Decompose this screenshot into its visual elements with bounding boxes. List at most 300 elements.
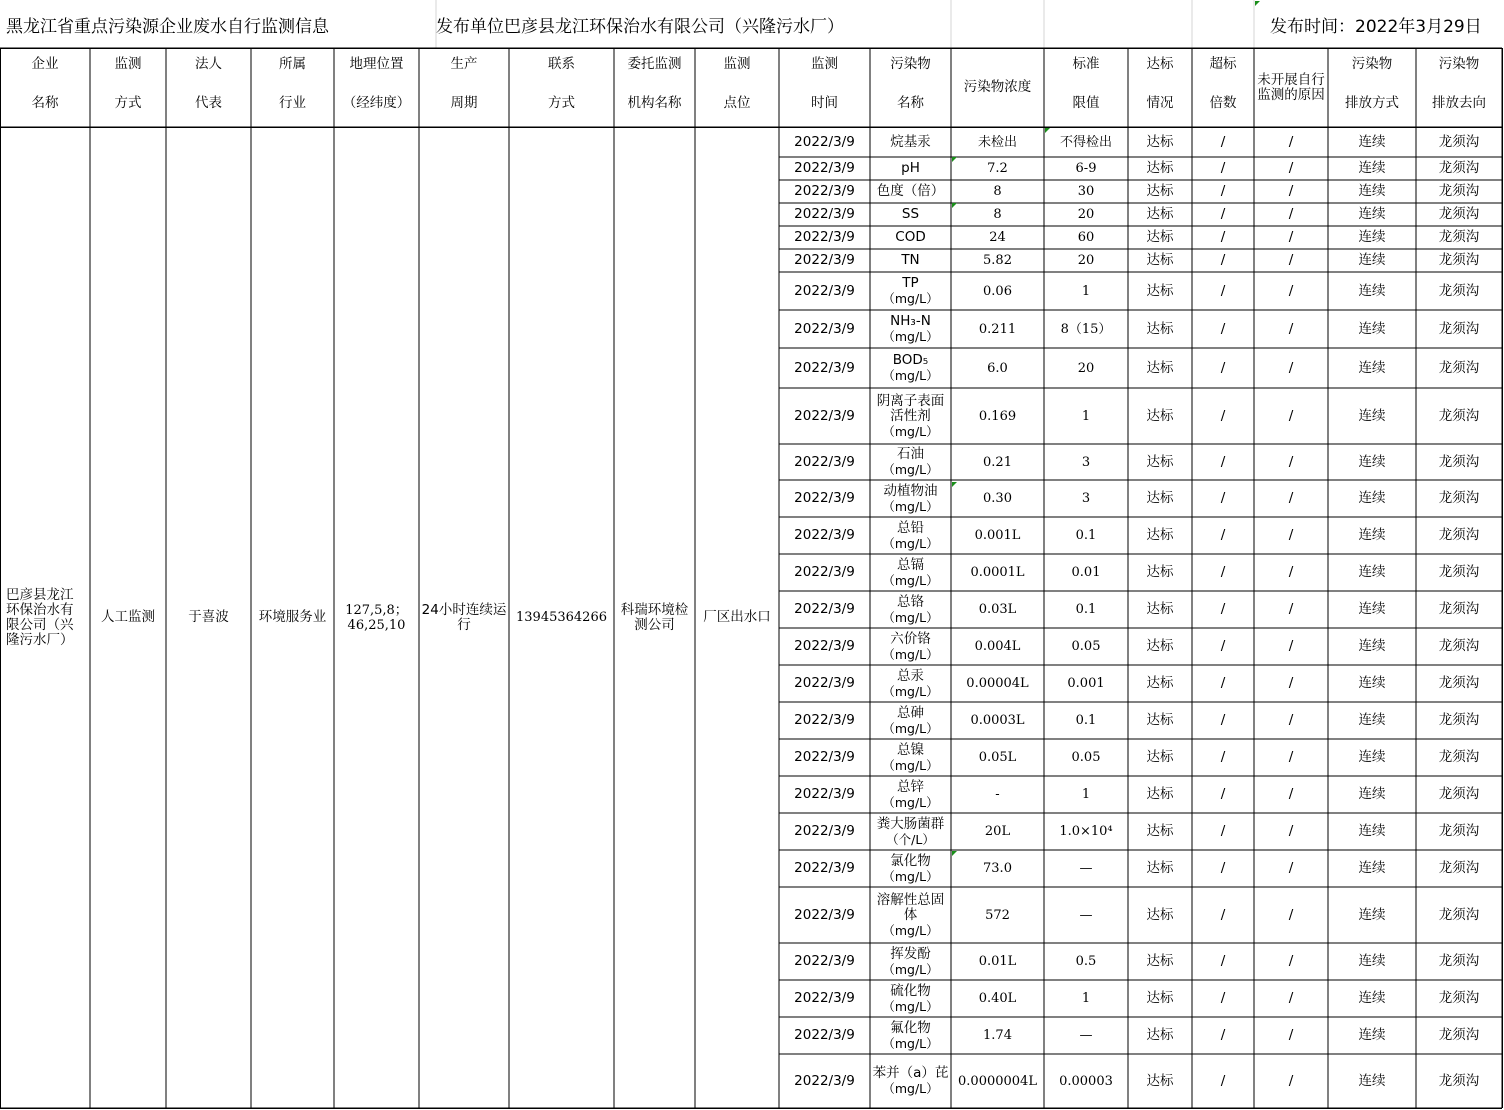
table-cell-dest — [1416, 943, 1502, 980]
cell-text: 2022/3/9 — [794, 133, 855, 150]
table-cell-limit — [1044, 272, 1128, 310]
cell-text: 60 — [1077, 230, 1095, 245]
cell-text: 总锌 — [897, 778, 924, 795]
table-cell-reason — [1254, 127, 1328, 157]
column-header-bottom — [695, 80, 779, 127]
cell-text: 0.169 — [978, 408, 1017, 424]
table-cell-over — [1192, 813, 1254, 850]
cell-text: 2022/3/9 — [794, 282, 855, 299]
cell-text: / — [1288, 990, 1294, 1006]
column-header-top — [90, 48, 166, 80]
cell-text: 连续 — [1358, 823, 1386, 839]
table-cell-dest — [1416, 1017, 1502, 1054]
cell-text: 6-9 — [1075, 161, 1097, 176]
cell-text: / — [1220, 906, 1226, 923]
cell-text: / — [1220, 712, 1226, 728]
cell-text: / — [1288, 1072, 1294, 1089]
cell-text: / — [1288, 749, 1294, 765]
cell-text: / — [1288, 601, 1294, 617]
table-cell-time — [779, 249, 870, 272]
cell-text: / — [1288, 712, 1294, 728]
cell-text: 达标 — [1146, 601, 1174, 617]
cell-text: 0.1 — [1075, 713, 1097, 728]
table-cell-status — [1128, 665, 1192, 702]
table-cell-limit — [1044, 310, 1128, 348]
cell-text: 粪大肠菌群 — [876, 815, 945, 832]
cell-text: 达标 — [1146, 860, 1174, 876]
table-cell-name — [870, 665, 951, 702]
column-header-bottom — [1328, 80, 1416, 127]
table-cell-conc — [951, 887, 1044, 943]
cell-text: 连续 — [1358, 990, 1386, 1006]
cell-text: / — [1288, 675, 1294, 691]
table-cell-mode — [1328, 226, 1416, 249]
cell-text: 2022/3/9 — [794, 160, 855, 176]
table-cell-status — [1128, 310, 1192, 348]
table-cell-mode — [1328, 554, 1416, 591]
cell-text: 硫化物 — [890, 982, 931, 999]
table-cell-conc — [951, 157, 1044, 180]
table-cell-mode — [1328, 517, 1416, 554]
cell-unit: （mg/L） — [882, 757, 939, 773]
cell-unit: （mg/L） — [882, 423, 939, 439]
industry — [251, 127, 334, 1108]
cell-text: / — [1288, 133, 1294, 150]
cell-text: 2022/3/9 — [794, 675, 855, 691]
cell-text: 连续 — [1358, 564, 1386, 580]
table-cell-dest — [1416, 628, 1502, 665]
table-cell-reason — [1254, 1054, 1328, 1108]
cell-text: 2022/3/9 — [794, 638, 855, 654]
cell-comment-marker — [952, 482, 957, 487]
table-cell-mode — [1328, 388, 1416, 444]
table-cell-conc — [951, 591, 1044, 628]
cell-text: 0.01L — [978, 954, 1017, 969]
column-header-label: 污染物 — [1351, 55, 1393, 72]
cell-text: / — [1220, 320, 1226, 337]
table-cell-dest — [1416, 388, 1502, 444]
table-cell-conc — [951, 348, 1044, 388]
table-cell-over — [1192, 1017, 1254, 1054]
cell-text: 2022/3/9 — [794, 990, 855, 1006]
table-cell-status — [1128, 776, 1192, 813]
column-header-label: 达标 — [1146, 55, 1174, 72]
contact-number-value: 13945364266 — [516, 610, 607, 625]
cell-text: / — [1288, 906, 1294, 923]
cell-unit: （mg/L） — [882, 868, 939, 884]
table-cell-time — [779, 1054, 870, 1108]
cell-text: 达标 — [1146, 183, 1174, 199]
cell-unit: （mg/L） — [882, 1035, 939, 1051]
table-cell-time — [779, 180, 870, 203]
cell-unit: （mg/L） — [882, 609, 939, 625]
cell-text: 连续 — [1358, 675, 1386, 691]
table-cell-over — [1192, 388, 1254, 444]
table-cell-time — [779, 517, 870, 554]
legal-representative — [166, 127, 251, 1108]
cell-text: 连续 — [1358, 786, 1386, 802]
cell-text: 2022/3/9 — [794, 953, 855, 969]
cell-text: 2022/3/9 — [794, 906, 855, 923]
table-cell-dest — [1416, 272, 1502, 310]
cell-text: 龙须沟 — [1438, 990, 1480, 1006]
table-cell-mode — [1328, 628, 1416, 665]
cell-text: 烷基汞 — [890, 133, 931, 150]
table-cell-name — [870, 180, 951, 203]
column-header-top — [251, 48, 334, 80]
table-cell-over — [1192, 943, 1254, 980]
cell-text: 阴离子表面活性剂 — [876, 392, 945, 424]
column-header-top — [1328, 48, 1416, 80]
column-header-label: 委托监测 — [627, 55, 682, 72]
cell-text: / — [1288, 638, 1294, 654]
table-cell-reason — [1254, 180, 1328, 203]
cell-text: / — [1288, 320, 1294, 337]
table-cell-name — [870, 517, 951, 554]
cell-text: 不得检出 — [1059, 134, 1112, 150]
table-cell-over — [1192, 249, 1254, 272]
column-header-label: 限值 — [1072, 95, 1100, 111]
cell-text: 2022/3/9 — [794, 601, 855, 617]
table-cell-limit — [1044, 739, 1128, 776]
table-cell-conc — [951, 388, 1044, 444]
table-cell-mode — [1328, 702, 1416, 739]
table-cell-name — [870, 203, 951, 226]
cell-text: / — [1288, 527, 1294, 543]
cell-unit: （mg/L） — [882, 329, 939, 344]
cell-text: 3 — [1081, 491, 1091, 506]
table-cell-reason — [1254, 702, 1328, 739]
table-cell-over — [1192, 554, 1254, 591]
table-cell-dest — [1416, 739, 1502, 776]
monitoring-agency-value: 科瑞环境检测公司 — [620, 601, 689, 633]
table-cell-conc — [951, 628, 1044, 665]
table-cell-limit — [1044, 665, 1128, 702]
cell-unit: （mg/L） — [882, 683, 939, 699]
table-cell-over — [1192, 310, 1254, 348]
cell-text: / — [1220, 1027, 1226, 1043]
column-header-label: 监测 — [114, 55, 142, 72]
table-cell-time — [779, 702, 870, 739]
cell-comment-marker — [952, 157, 957, 162]
cell-text: 0.1 — [1075, 528, 1097, 543]
table-cell-time — [779, 850, 870, 887]
cell-text: / — [1220, 359, 1226, 376]
table-cell-reason — [1254, 554, 1328, 591]
cell-text: / — [1288, 206, 1294, 222]
enterprise-name-value: 巴彦县龙江环保治水有限公司（兴隆污水厂） — [6, 586, 74, 648]
cell-text: 连续 — [1358, 527, 1386, 543]
cell-text: 龙须沟 — [1438, 160, 1480, 176]
table-cell-reason — [1254, 226, 1328, 249]
cell-comment-marker — [952, 851, 957, 856]
cell-text: 2022/3/9 — [794, 1027, 855, 1043]
cell-text: 2022/3/9 — [794, 320, 855, 337]
table-cell-status — [1128, 348, 1192, 388]
cell-text: 龙须沟 — [1438, 407, 1480, 424]
table-cell-name — [870, 310, 951, 348]
table-cell-over — [1192, 591, 1254, 628]
cell-text: 连续 — [1358, 601, 1386, 617]
table-cell-mode — [1328, 444, 1416, 480]
cell-text: pH — [901, 160, 920, 176]
cell-text: 5.82 — [983, 253, 1012, 268]
table-cell-time — [779, 444, 870, 480]
cell-text: / — [1220, 675, 1226, 691]
column-header-label: 倍数 — [1209, 95, 1237, 111]
cell-text: 龙须沟 — [1438, 206, 1480, 222]
column-header-label: （经纬度） — [342, 95, 411, 111]
legal-representative-value: 于喜波 — [188, 609, 229, 625]
column-header-top — [695, 48, 779, 80]
table-cell-status — [1128, 980, 1192, 1017]
table-cell-limit — [1044, 813, 1128, 850]
cell-text: - — [995, 787, 1000, 802]
cell-text: 龙须沟 — [1438, 1072, 1480, 1089]
table-cell-dest — [1416, 480, 1502, 517]
cell-text: 2022/3/9 — [794, 786, 855, 802]
table-cell-status — [1128, 203, 1192, 226]
table-cell-status — [1128, 702, 1192, 739]
cell-text: 达标 — [1146, 229, 1174, 245]
cell-unit: （mg/L） — [882, 794, 939, 810]
cell-text: 0.001L — [974, 528, 1021, 543]
table-cell-time — [779, 739, 870, 776]
cell-text: 达标 — [1146, 990, 1174, 1006]
table-cell-conc — [951, 203, 1044, 226]
cell-text: / — [1220, 601, 1226, 617]
table-cell-name — [870, 628, 951, 665]
table-cell-conc — [951, 1017, 1044, 1054]
table-cell-conc — [951, 554, 1044, 591]
cell-text: / — [1220, 786, 1226, 802]
cell-text: 连续 — [1358, 183, 1386, 199]
cell-text: 达标 — [1146, 407, 1174, 424]
cell-text: 龙须沟 — [1438, 282, 1480, 299]
cell-text: 达标 — [1146, 490, 1174, 506]
table-cell-limit — [1044, 1054, 1128, 1108]
cell-text: 达标 — [1146, 712, 1174, 728]
table-cell-reason — [1254, 665, 1328, 702]
cell-text: 2022/3/9 — [794, 252, 855, 268]
cell-text: TN — [901, 252, 920, 268]
column-header-top — [334, 48, 419, 80]
cell-text: 0.03L — [978, 602, 1017, 617]
table-cell-name — [870, 444, 951, 480]
cell-text: / — [1220, 407, 1226, 424]
cell-text: / — [1220, 133, 1226, 150]
cell-text: 连续 — [1358, 252, 1386, 268]
cell-text: 连续 — [1358, 906, 1386, 923]
table-cell-time — [779, 480, 870, 517]
table-cell-over — [1192, 480, 1254, 517]
table-cell-name — [870, 226, 951, 249]
table-cell-conc — [951, 480, 1044, 517]
table-cell-name — [870, 850, 951, 887]
cell-text: / — [1288, 953, 1294, 969]
table-cell-mode — [1328, 887, 1416, 943]
cell-text: 连续 — [1358, 1027, 1386, 1043]
column-header-label: 名称 — [897, 95, 924, 111]
table-cell-reason — [1254, 739, 1328, 776]
cell-text: / — [1220, 252, 1226, 268]
cell-text: 连续 — [1358, 160, 1386, 176]
cell-text: 连续 — [1358, 320, 1386, 337]
cell-text: / — [1220, 749, 1226, 765]
cell-text: — — [1079, 861, 1093, 876]
cell-text: / — [1288, 252, 1294, 268]
table-cell-mode — [1328, 591, 1416, 628]
table-cell-time — [779, 776, 870, 813]
cell-text: 连续 — [1358, 133, 1386, 150]
table-cell-over — [1192, 444, 1254, 480]
cell-text: 龙须沟 — [1438, 1027, 1480, 1043]
cell-text: 龙须沟 — [1438, 564, 1480, 580]
table-cell-dest — [1416, 127, 1502, 157]
cell-text: 龙须沟 — [1438, 749, 1480, 765]
cell-text: 达标 — [1146, 359, 1174, 376]
column-header-label: 所属 — [279, 55, 306, 72]
table-cell-reason — [1254, 776, 1328, 813]
table-cell-over — [1192, 517, 1254, 554]
cell-text: 达标 — [1146, 675, 1174, 691]
column-header-label: 企业 — [31, 55, 59, 72]
publisher-label: 发布单位巴彦县龙江环保治水有限公司（兴隆污水厂） — [436, 16, 844, 37]
cell-text: / — [1288, 1027, 1294, 1043]
geo-location — [334, 127, 419, 1108]
cell-text: 动植物油 — [883, 482, 938, 499]
cell-text: 龙须沟 — [1438, 252, 1480, 268]
table-cell-over — [1192, 157, 1254, 180]
cell-text: 20L — [984, 824, 1011, 839]
table-cell-dest — [1416, 850, 1502, 887]
table-cell-over — [1192, 887, 1254, 943]
table-cell-name — [870, 887, 951, 943]
table-cell-conc — [951, 517, 1044, 554]
cell-text: 6.0 — [987, 360, 1008, 376]
cell-comment-marker — [1045, 128, 1050, 133]
column-header-label: 标准 — [1072, 55, 1100, 72]
cell-text: 达标 — [1146, 906, 1174, 923]
cell-text: 2022/3/9 — [794, 183, 855, 199]
table-cell-limit — [1044, 980, 1128, 1017]
cell-text: 1 — [1081, 787, 1091, 802]
cell-text: COD — [895, 229, 926, 245]
cell-text: / — [1288, 786, 1294, 802]
cell-text: / — [1288, 229, 1294, 245]
column-header-label: 未开展自行监测的原因 — [1257, 71, 1325, 103]
cell-text: / — [1288, 860, 1294, 876]
table-cell-conc — [951, 813, 1044, 850]
cell-text: 2022/3/9 — [794, 407, 855, 424]
column-header-label: 机构名称 — [627, 95, 682, 111]
cell-text: / — [1288, 407, 1294, 424]
cell-text: / — [1220, 953, 1226, 969]
table-cell-conc — [951, 1054, 1044, 1108]
cell-text: 氟化物 — [890, 1019, 931, 1036]
column-header-label: 点位 — [723, 95, 751, 111]
table-cell-name — [870, 249, 951, 272]
cell-text: / — [1220, 160, 1226, 176]
cell-text: 1 — [1081, 283, 1091, 299]
table-cell-name — [870, 591, 951, 628]
column-header-bottom — [0, 80, 90, 127]
column-header-top — [1192, 48, 1254, 80]
production-cycle — [419, 127, 509, 1108]
cell-text: 连续 — [1358, 860, 1386, 876]
table-cell-mode — [1328, 249, 1416, 272]
table-cell-name — [870, 1054, 951, 1108]
table-cell-dest — [1416, 203, 1502, 226]
table-cell-mode — [1328, 850, 1416, 887]
table-cell-status — [1128, 388, 1192, 444]
table-cell-over — [1192, 739, 1254, 776]
table-cell-name — [870, 388, 951, 444]
table-cell-status — [1128, 591, 1192, 628]
table-cell-mode — [1328, 310, 1416, 348]
monitoring-agency — [614, 127, 695, 1108]
cell-text: 2022/3/9 — [794, 453, 855, 470]
cell-text: 龙须沟 — [1438, 712, 1480, 728]
table-cell-status — [1128, 1054, 1192, 1108]
cell-text: 0.30 — [983, 491, 1012, 506]
column-header-label: 方式 — [114, 95, 142, 111]
column-header-label: 地理位置 — [349, 55, 404, 72]
cell-text: 龙须沟 — [1438, 601, 1480, 617]
cell-text: 2022/3/9 — [794, 749, 855, 765]
cell-text: / — [1288, 183, 1294, 199]
table-cell-status — [1128, 226, 1192, 249]
column-header-top — [0, 48, 90, 80]
cell-text: 达标 — [1146, 206, 1174, 222]
cell-text: 连续 — [1358, 206, 1386, 222]
cell-text: / — [1288, 359, 1294, 376]
cell-comment-marker — [1255, 1, 1260, 6]
cell-text: / — [1288, 160, 1294, 176]
column-header-bottom — [90, 80, 166, 127]
column-header-top — [166, 48, 251, 80]
cell-text: SS — [901, 206, 920, 222]
cell-text: 8 — [993, 207, 1002, 222]
cell-text: 未检出 — [977, 134, 1017, 150]
column-header-bottom — [870, 80, 951, 127]
table-cell-mode — [1328, 480, 1416, 517]
cell-text: 连续 — [1358, 712, 1386, 728]
cell-unit: （个/L） — [886, 831, 935, 847]
column-header-label: 代表 — [195, 95, 222, 111]
table-cell-name — [870, 127, 951, 157]
table-cell-mode — [1328, 739, 1416, 776]
table-cell-limit — [1044, 591, 1128, 628]
cell-unit: （mg/L） — [882, 291, 939, 306]
table-cell-time — [779, 1017, 870, 1054]
cell-text: TP — [902, 275, 919, 291]
cell-unit: （mg/L） — [882, 961, 939, 977]
table-cell-name — [870, 702, 951, 739]
table-cell-status — [1128, 272, 1192, 310]
cell-text: 连续 — [1358, 407, 1386, 424]
cell-text: 总铬 — [897, 593, 924, 610]
cell-text: 达标 — [1146, 953, 1174, 969]
cell-text: 3 — [1081, 454, 1091, 470]
cell-text: 龙须沟 — [1438, 786, 1480, 802]
cell-text: NH₃-N — [890, 313, 931, 329]
cell-text: 溶解性总固体 — [876, 891, 945, 923]
table-cell-time — [779, 127, 870, 157]
table-cell-conc — [951, 702, 1044, 739]
table-cell-limit — [1044, 388, 1128, 444]
table-cell-limit — [1044, 226, 1128, 249]
